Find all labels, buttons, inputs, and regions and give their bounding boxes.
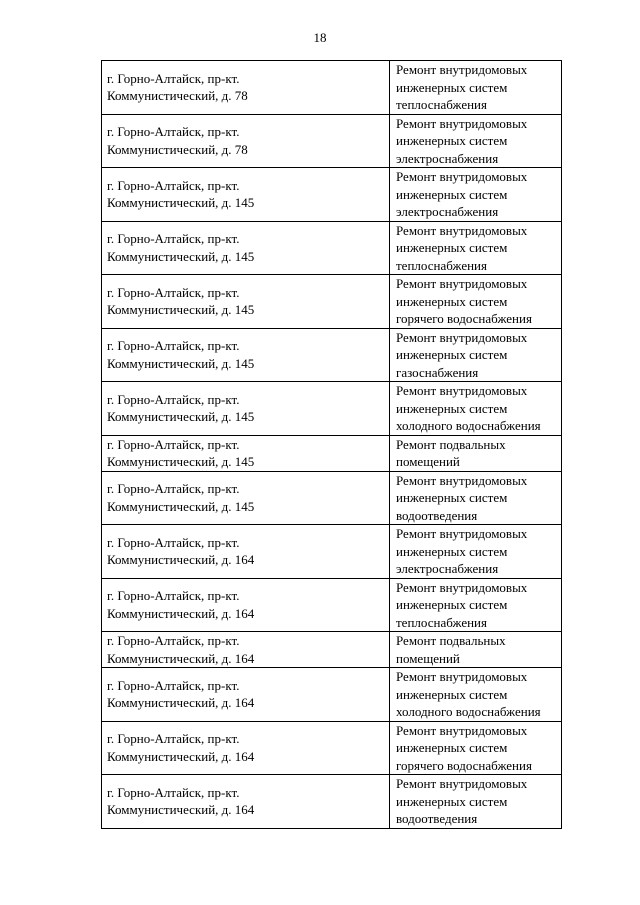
work-type-cell [390,525,562,579]
address-line: Коммунистический, д. 164 [107,650,255,666]
address-line: Коммунистический, д. 78 [107,141,248,157]
work-type-line: Ремонт внутридомовых [396,579,528,595]
work-type-line: Ремонт подвальных [396,436,506,452]
address-line: г. Горно-Алтайск, пр-кт. [107,633,240,648]
table-row [102,221,562,275]
work-type-cell [390,632,562,668]
address-line: Коммунистический, д. 164 [107,552,255,568]
work-type-line: помещений [396,454,460,469]
work-type-line: инженерных систем [396,686,508,702]
address-cell [102,668,390,722]
address-line: г. Горно-Алтайск, пр-кт. [107,677,240,693]
address-line: Коммунистический, д. 145 [107,409,255,425]
work-type-line: горячего водоснабжения [396,757,532,773]
address-cell [102,721,390,775]
table-body [102,61,562,829]
work-type-line: инженерных систем [396,293,508,309]
address-line: Коммунистический, д. 164 [107,802,255,818]
address-line: г. Горно-Алтайск, пр-кт. [107,177,240,193]
work-type-line: Ремонт внутридомовых [396,669,528,684]
address-cell [102,435,390,471]
work-type-line: Ремонт внутридомовых [396,722,528,738]
table-row [102,382,562,436]
work-type-line: электроснабжения [396,561,499,576]
work-type-line: холодного водоснабжения [396,418,541,433]
table-row [102,525,562,579]
work-type-line: инженерных систем [396,133,508,148]
address-cell [102,382,390,436]
address-line: Коммунистический, д. 164 [107,695,255,711]
table-row [102,471,562,525]
work-type-cell [390,775,562,829]
work-type-cell [390,328,562,382]
work-type-line: инженерных систем [396,597,508,612]
address-cell [102,221,390,275]
table-row [102,168,562,222]
table-row [102,435,562,471]
address-line: г. Горно-Алтайск, пр-кт. [107,481,240,497]
work-type-line: инженерных систем [396,490,508,505]
table-row [102,114,562,168]
work-type-cell [390,721,562,775]
work-type-line: Ремонт внутридомовых [396,222,528,238]
table-row [102,632,562,668]
address-line: Коммунистический, д. 145 [107,454,255,469]
work-type-line: Ремонт внутридомовых [396,776,528,791]
work-type-line: теплоснабжения [396,257,487,273]
table-row [102,721,562,775]
table-row [102,775,562,829]
work-type-line: теплоснабжения [396,97,487,112]
work-type-line: Ремонт внутридомовых [396,383,528,398]
address-cell [102,61,390,115]
table-row [102,61,562,115]
work-type-line: инженерных систем [396,186,508,202]
address-cell [102,775,390,829]
address-line: г. Горно-Алтайск, пр-кт. [107,391,240,407]
work-type-cell [390,61,562,115]
work-type-line: Ремонт внутридомовых [396,115,528,131]
work-type-cell [390,275,562,329]
address-line: Коммунистический, д. 145 [107,302,255,318]
work-type-line: теплоснабжения [396,614,487,630]
table-row [102,578,562,632]
address-cell [102,632,390,668]
work-type-line: Ремонт внутридомовых [396,62,528,77]
work-type-line: инженерных систем [396,543,508,559]
work-type-line: Ремонт подвальных [396,633,506,648]
address-line: г. Горно-Алтайск, пр-кт. [107,124,240,140]
work-type-cell [390,471,562,525]
work-type-line: холодного водоснабжения [396,704,541,719]
address-cell [102,525,390,579]
work-type-line: инженерных систем [396,740,508,755]
address-line: г. Горно-Алтайск, пр-кт. [107,436,240,452]
address-line: Коммунистический, д. 164 [107,605,255,621]
work-type-cell [390,578,562,632]
work-type-cell [390,435,562,471]
work-type-cell [390,168,562,222]
work-type-line: электроснабжения [396,204,499,219]
address-cell [102,578,390,632]
work-type-line: Ремонт внутридомовых [396,276,528,291]
work-type-cell [390,221,562,275]
address-cell [102,328,390,382]
address-cell [102,471,390,525]
address-line: Коммунистический, д. 145 [107,195,255,211]
work-type-line: инженерных систем [396,347,508,362]
address-line: Коммунистический, д. 145 [107,355,255,371]
work-type-line: инженерных систем [396,793,508,809]
address-cell [102,168,390,222]
address-line: Коммунистический, д. 145 [107,248,255,264]
work-type-line: помещений [396,650,460,666]
work-type-line: инженерных систем [396,400,508,416]
address-line: г. Горно-Алтайск, пр-кт. [107,731,240,747]
address-line: г. Горно-Алтайск, пр-кт. [107,534,240,550]
table-row [102,668,562,722]
work-type-line: водоотведения [396,811,478,826]
address-line: Коммунистический, д. 78 [107,88,248,104]
address-line: г. Горно-Алтайск, пр-кт. [107,338,240,354]
address-line: Коммунистический, д. 145 [107,498,255,514]
work-type-cell [390,114,562,168]
work-type-line: Ремонт внутридомовых [396,526,528,541]
work-type-line: водоотведения [396,507,478,523]
work-type-line: газоснабжения [396,364,479,380]
repair-schedule-table [101,60,562,829]
table-row [102,328,562,382]
address-cell [102,275,390,329]
address-cell [102,114,390,168]
work-type-line: инженерных систем [396,240,508,255]
work-type-cell [390,382,562,436]
address-line: г. Горно-Алтайск, пр-кт. [107,284,240,300]
address-line: г. Горно-Алтайск, пр-кт. [107,231,240,247]
page-number: 18 [313,30,327,45]
work-type-line: Ремонт внутридомовых [396,169,528,184]
address-line: г. Горно-Алтайск, пр-кт. [107,784,240,800]
work-type-cell [390,668,562,722]
work-type-line: горячего водоснабжения [396,311,532,326]
table-row [102,275,562,329]
address-line: г. Горно-Алтайск, пр-кт. [107,588,240,604]
work-type-line: Ремонт внутридомовых [396,329,528,345]
address-line: Коммунистический, д. 164 [107,748,255,764]
address-line: г. Горно-Алтайск, пр-кт. [107,70,240,86]
work-type-line: Ремонт внутридомовых [396,472,528,488]
work-type-line: инженерных систем [396,79,508,95]
work-type-line: электроснабжения [396,150,499,166]
